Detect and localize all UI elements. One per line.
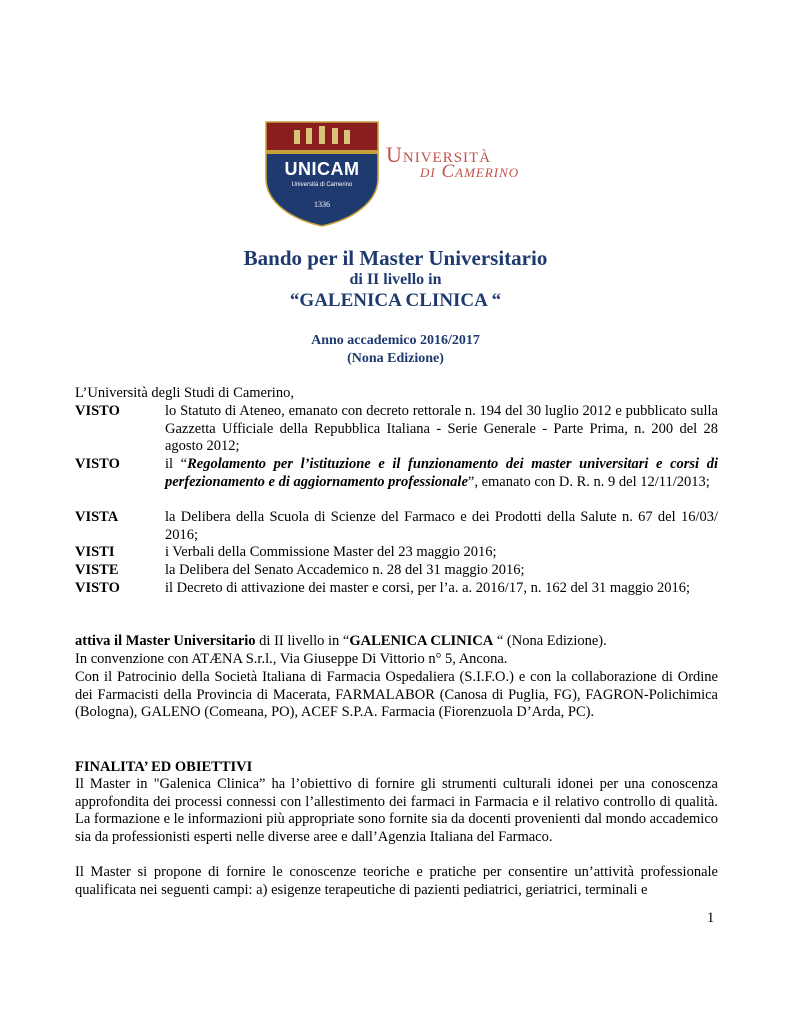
consideration-item: [75, 403, 718, 456]
consideration-text: la Delibera della Scuola di Scienze del Farmaco e dei Prodotti della Salute n. 67 del 16/03/ 2016;: [165, 509, 718, 543]
patronage-paragraph: Con il Patrocinio della Società Italiana di Farmacia Ospedaliera (S.I.F.O.) e con la collaborazione di Ordine dei Farmacisti della Provincia di Macerata, FARMALABOR (Canosa di Puglia, FG), FAGRON-Polichimica (Bologna), GALENO (Comeana, PO), ACEF S.P.A. Farmacia (Fiorenzuola D’Arda, PC).: [75, 669, 718, 721]
consideration-text: il “Regolamento per l’istituzione e il funzionamento dei master universitari e corsi di perfezionamento e di aggiornamento professionale”, emanato con D. R. n. 9 del 12/11/2013;: [165, 456, 718, 490]
wordmark-line1: Università: [386, 142, 492, 167]
document-subtitle-course: “GALENICA CLINICA “: [289, 290, 502, 311]
shield-year: 1336: [314, 200, 330, 209]
edition: (Nona Edizione): [347, 351, 444, 366]
objectives-paragraph: Il Master in "Galenica Clinica” ha l’obiettivo di fornire gli strumenti culturali idonei per una conoscenza approfondita dei processi connessi con l’allestimento dei farmaci in Farmacia e il relativo controllo di qualità. La formazione e le informazioni più appropriate sono fornite sia da docenti provenienti dal mondo accademico sia da professionisti esperti nelle diverse aree e dall’Agenzia Italiana del Farmaco.: [75, 776, 718, 845]
consideration-item: [75, 544, 718, 562]
shield-title: UNICAM: [284, 159, 360, 179]
consideration-text: i Verbali della Commissione Master del 23 maggio 2016;: [165, 544, 497, 560]
shield-subtitle: Università di Camerino: [291, 182, 353, 188]
consideration-item: [75, 580, 718, 598]
consideration-item: [75, 509, 718, 544]
section-heading: FINALITA’ ED OBIETTIVI: [75, 759, 253, 775]
university-logo: [264, 120, 536, 228]
intro-line: L’Università degli Studi di Camerino,: [75, 385, 294, 401]
consideration-key: VISTO: [75, 580, 120, 596]
consideration-key: VISTA: [75, 509, 119, 525]
page-number: 1: [707, 910, 715, 926]
consideration-item: [75, 456, 718, 491]
unicam-shield-icon: [264, 120, 380, 228]
consideration-key: VISTO: [75, 403, 120, 419]
document-subtitle-level: di II livello in: [349, 271, 442, 288]
consideration-text: la Delibera del Senato Accademico n. 28 del 31 maggio 2016;: [165, 562, 525, 578]
consideration-key: VISTE: [75, 562, 119, 578]
wordmark-line2: di Camerino: [420, 161, 520, 182]
consideration-text: il Decreto di attivazione dei master e corsi, per l’a. a. 2016/17, n. 162 del 31 maggio 2016;: [165, 580, 691, 596]
consideration-key: VISTI: [75, 544, 115, 560]
activation-statement: attiva il Master Universitario di II livello in “GALENICA CLINICA “ (Nona Edizione).: [75, 633, 607, 649]
document-title: Bando per il Master Universitario: [243, 246, 548, 270]
consideration-key: VISTO: [75, 456, 120, 472]
regulation-title: Regolamento per l’istituzione e il funzionamento dei master universitari e corsi di perfezionamento e di aggiornamento professionale: [165, 456, 718, 490]
academic-year: Anno accademico 2016/2017: [311, 333, 480, 348]
consideration-text: lo Statuto di Ateneo, emanato con decreto rettorale n. 194 del 30 luglio 2012 e pubblicato sulla Gazzetta Ufficiale della Repubblica Italiana - Serie Generale - Parte Prima, n. 200 del 28 agosto 2012;: [165, 403, 718, 454]
convention-line: In convenzione con ATÆNA S.r.l., Via Giuseppe Di Vittorio n° 5, Ancona.: [75, 651, 508, 667]
consideration-item: [75, 562, 718, 580]
university-wordmark: [386, 142, 520, 182]
objectives-paragraph-2: Il Master si propone di fornire le conoscenze teoriche e pratiche per consentire un’attività professionale qualificata nei seguenti campi: a) esigenze terapeutiche di pazienti pediatrici, geriatrici, terminali e: [75, 864, 718, 898]
